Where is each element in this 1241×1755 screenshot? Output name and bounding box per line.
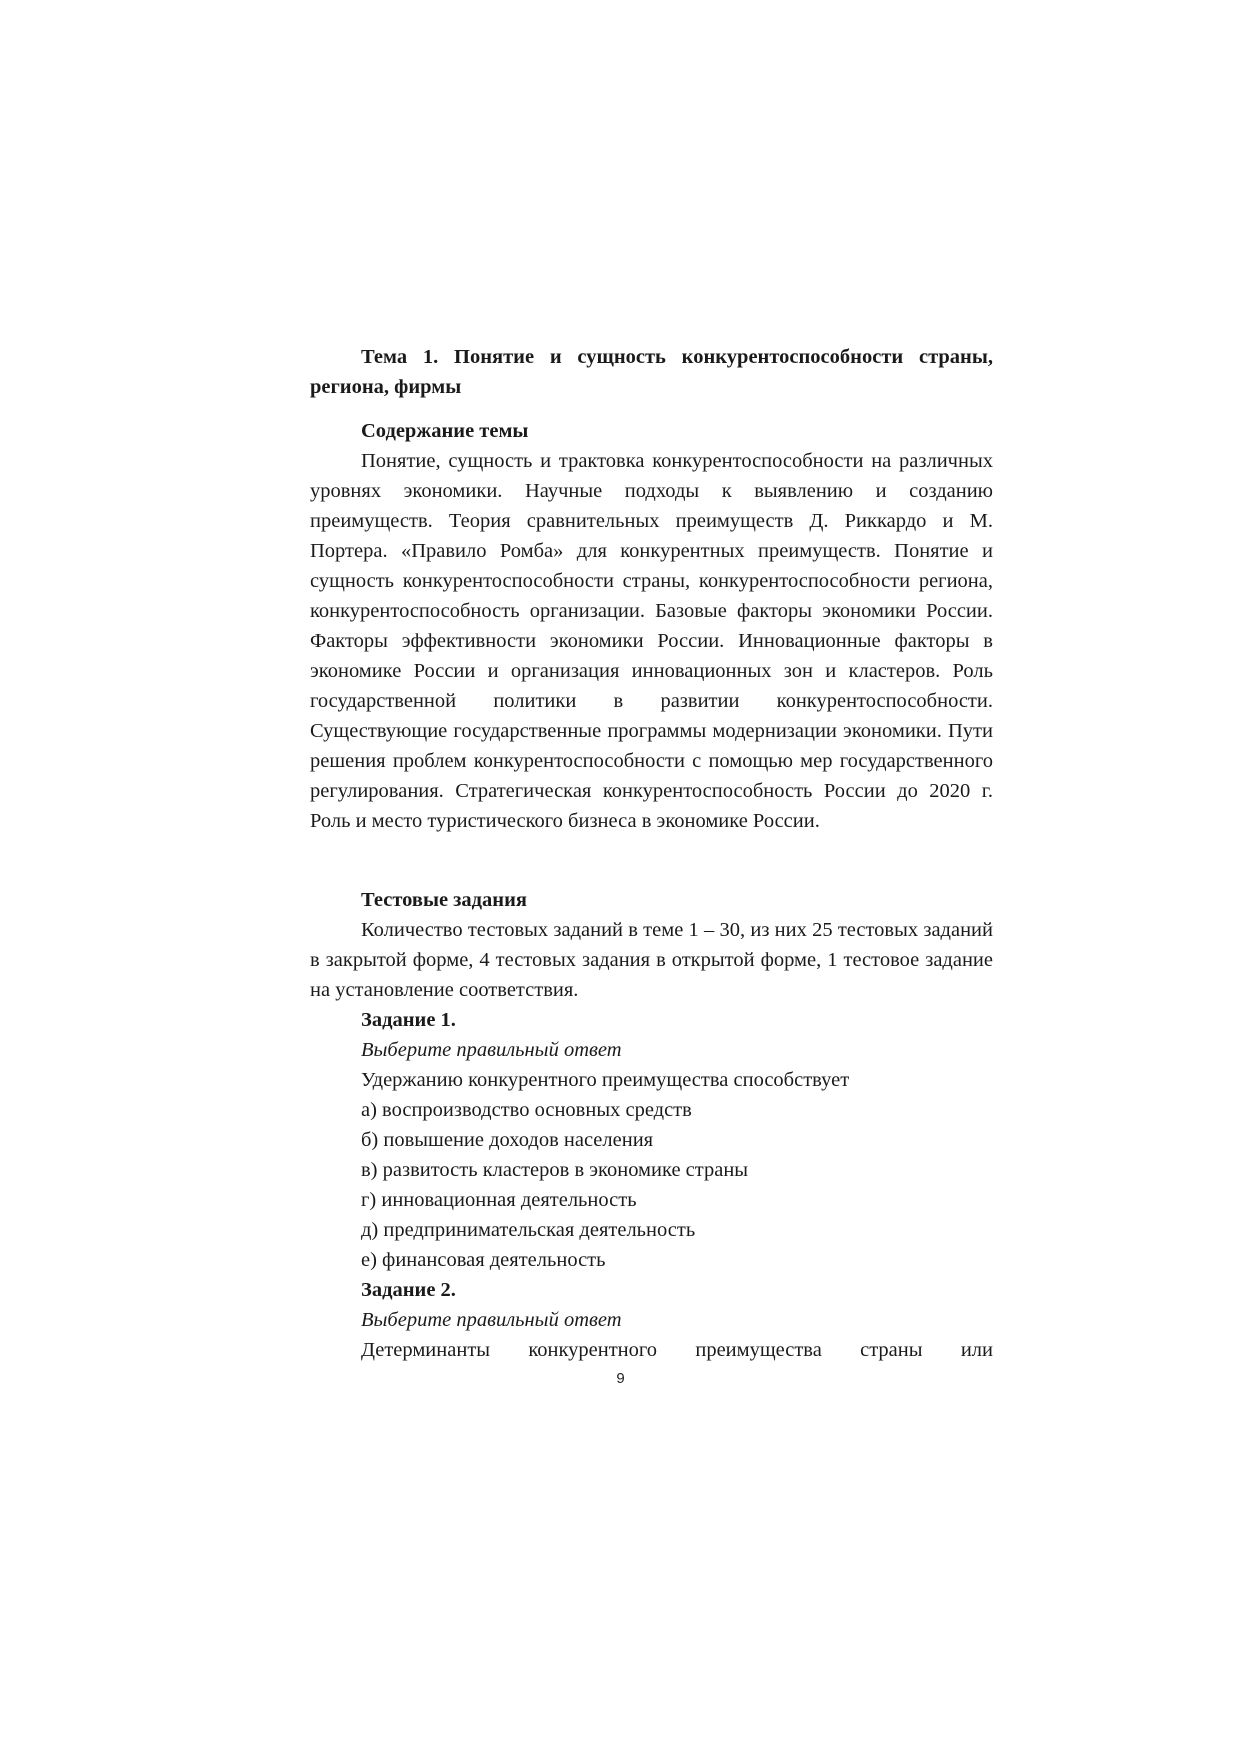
content-heading: Содержание темы — [361, 420, 529, 442]
task-2 — [361, 1275, 993, 1365]
topic-title: Тема 1. Понятие и сущность конкурентоспособности страны, региона, фирмы — [310, 346, 993, 398]
task-2-title: Задание 2. — [361, 1279, 456, 1301]
task-1-instruction: Выберите правильный ответ — [361, 1039, 622, 1061]
task-1-option-a: а) воспроизводство основных средств — [361, 1099, 692, 1121]
content-paragraph: Понятие, сущность и трактовка конкурентоспособности на различных уровнях экономики. Научные подходы к выявлению и созданию преимуществ. Теория сравнительных преимуществ Д. Риккардо и М. Портера. «Правило Ромба» для конкурентных преимуществ. Понятие и сущность конкурентоспособности страны, конкурентоспособности региона, конкурентоспособность организации. Базовые факторы экономики России. Факторы эффективности экономики России. Инновационные факторы в экономике России и организация инновационных зон и кластеров. Роль государственной политики в развитии конкурентоспособности. Существующие государственные программы модернизации экономики. Пути решения проблем конкурентоспособности с помощью мер государственного регулирования. Стратегическая конкурентоспособность России до 2020 г. Роль и место туристического бизнеса в экономике России. — [310, 450, 993, 832]
task-1-option-g: г) инновационная деятельность — [361, 1189, 637, 1211]
task-2-instruction: Выберите правильный ответ — [361, 1309, 622, 1331]
task-1-option-d: д) предпринимательская деятельность — [361, 1219, 696, 1241]
tests-heading: Тестовые задания — [361, 889, 528, 911]
page-number: 9 — [616, 1370, 625, 1387]
task-1-question: Удержанию конкурентного преимущества способствует — [361, 1069, 850, 1091]
tests-paragraph: Количество тестовых заданий в теме 1 – 30, из них 25 тестовых заданий в закрытой форме, 4 тестовых задания в открытой форме, 1 тестовое задание на установление соответствия. — [310, 919, 993, 1001]
task-1-option-b: б) повышение доходов населения — [361, 1129, 654, 1151]
task-1-title: Задание 1. — [361, 1009, 456, 1031]
task-1 — [361, 1005, 993, 1275]
task-2-question: Детерминанты конкурентного преимущества страны или — [361, 1339, 993, 1361]
task-1-option-v: в) развитость кластеров в экономике страны — [361, 1159, 749, 1181]
task-1-option-e: е) финансовая деятельность — [361, 1249, 606, 1271]
